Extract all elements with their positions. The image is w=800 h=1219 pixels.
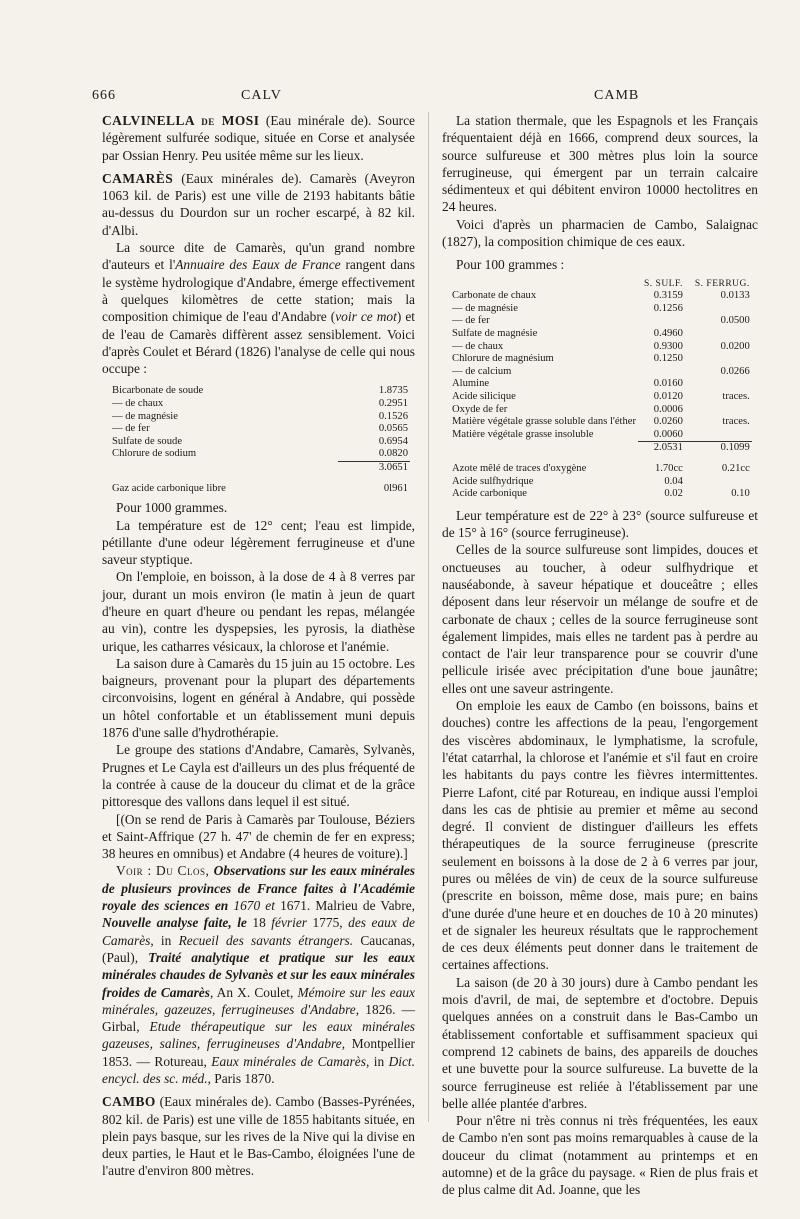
table-cell-value: 0.0260 — [653, 416, 683, 428]
table-row — [450, 290, 752, 303]
table-cell-value: 0.0266 — [720, 365, 750, 377]
table-cell-value — [685, 303, 752, 316]
table-cell-value — [685, 378, 752, 391]
bibliography: Voir : Du Clos, Observations sur les eaux minérales de plusieurs provinces de France faites à l'Académie royale des sciences en 1670 et 1671. Malrieu de Vabre, Nouvelle analyse faite, le 18 février 1775, des eaux de Camarès, in Recueil des savants étrangers. Caucanas, (Paul), Traité analytique et pratique sur les eaux minérales chaudes de Sylvanès et sur les eaux minérales froides de Camarès, An X. Coulet, Mémoire sur les eaux minérales, gazeuzes, ferrugineuses d'Andabre, 1826. — Girbal, Etude thérapeutique sur les eaux minérales gazeuses, salines, ferrugineuses d'Andabre, Montpellier 1853. — Rotureau, Eaux minérales de Camarès, in Dict. encycl. des sc. méd., Paris 1870. — [102, 863, 416, 1086]
table-cell-label: Acide silicique — [452, 391, 516, 403]
table-row — [450, 404, 752, 417]
table-row — [450, 416, 752, 429]
table-row — [110, 411, 410, 424]
table-cell-value: 0.1250 — [653, 353, 683, 365]
table-cell-label: Bicarbonate de soude — [112, 385, 204, 397]
table-cell-label: — de fer — [452, 315, 490, 327]
table-row — [450, 303, 752, 316]
paragraph: La station thermale, que les Espagnols et les Français fréquentaient déjà en 1666, comprend deux sources, la source sulfureuse et 300 mètres plus loin la source ferrugineuse, qui émergent par un terrain calcaire sédimenteux et qui débitent environ 10000 hectolitres en 24 heures. — [442, 113, 758, 215]
table-cell-value — [685, 404, 752, 417]
table-header-row — [450, 278, 752, 291]
table-row — [110, 448, 410, 461]
table-cell-value — [685, 476, 752, 489]
running-head-right: CAMB — [594, 88, 640, 103]
table-row — [450, 366, 752, 379]
paragraph: Celles de la source sulfureuse sont limpides, douces et onctueuses au toucher, à odeur sulfhydrique et nauséabonde, à saveur hépatique et douceâtre ; elles déposent dans leur réservoir un mélange de soufre et de carbonate de chaux ; celles de la source ferrugineuse sont également limpides, mais elles ne tardent pas à perdre au contact de l'air leur transparence pour se couvrir d'une pellicule irisée avec précipitation d'une boue jaunâtre; elles ont une saveur astringente. — [442, 542, 758, 696]
page-number: 666 — [92, 88, 116, 103]
table-cell-value: 0.6954 — [378, 435, 408, 447]
table-cell-value: 0.0060 — [653, 428, 683, 440]
table-cell-value: 0.0500 — [720, 315, 750, 327]
table-cell-value: 0.2951 — [378, 398, 408, 410]
table-row — [450, 476, 752, 489]
table-row — [450, 328, 752, 341]
paragraph: La source dite de Camarès, qu'un grand nombre d'auteurs et l'Annuaire des Eaux de France rangent dans le système hydrologique d'Andabre, émerge effectivement à quelques kilomètres de cette station; mais la composition chimique de l'eau d'Andabre (voir ce mot) et de l'eau de Camarès diffèrent assez sensiblement. Voici d'après Coulet et Bérard (1826) l'analyse de celle qui nous occupe : — [102, 240, 415, 377]
table-cell-label: Acide carbonique — [452, 488, 528, 500]
entry-headword: CALVINELLA de MOSI — [102, 113, 260, 128]
table-cell-label: — de magnésie — [452, 302, 518, 314]
paragraph: On emploie les eaux de Cambo (en boissons, bains et douches) contre les affections de la peau, l'engorgement des viscères abdominaux, le lymphatisme, la scrofule, l'état catarrhal, la chlorose et l'anémie et s'il faut en croire les habitants du pays contre les fièvres intermittentes. Pierre Lafont, cité par Rotureau, en indique aussi l'emploi dans les cas de phtisie au premier et même au second degré. Il convient de distinguer d'ailleurs les effets thérapeutiques de la source ferrugineuse (prescrite seulement en boissons à la dose de 2 à 6 verres par jour, pures ou mêlées de vin) de ceux de la source sulfureuse (prescrite en boisson, même dose, mais pure; en bains d'une durée d'une heure et en douches de 10 à 20 minutes) et de signaler les heureux résultats que le rapprochement de ces deux éléments peut donner dans le traitement de certaines affections. — [442, 698, 758, 973]
paragraph: Voici d'après un pharmacien de Cambo, Salaignac (1827), la composition chimique de ces eaux. — [442, 216, 758, 250]
paragraph: La saison (de 20 à 30 jours) dure à Cambo pendant les mois d'avril, de mai, de septembre et d'octobre. Depuis quelques années on a construit dans le Bas-Cambo un établissement confortable et suffisamment spacieux qui comprend 12 cabinets de bains, des appareils de douches et une buvette pour la source sulfureuse. La buvette de la source ferrugineuse est reliée à l'établissement par une belle allée plantée d'arbres. — [442, 974, 758, 1111]
entry-camares — [102, 170, 415, 239]
paragraph: Pour 1000 grammes. — [116, 500, 228, 516]
left-column — [102, 112, 415, 1180]
paragraph: Pour n'être ni très connus ni très fréquentées, les eaux de Cambo n'en sont pas moins remarquables à cause de la douceur du climat (notamment au printemps et en automne) et de la grâce du paysage. « Rien de plus frais et de plus calme dit Ad. Joanne, que les — [442, 1113, 758, 1198]
table-cell-value: 0.0120 — [653, 391, 683, 403]
paragraph: La saison dure à Camarès du 15 juin au 15 octobre. Les baigneurs, provenant pour la plupart des départements circonvoisins, logent en général à Andabre, qui possède un hôtel confortable et un établissement muni depuis 1876 d'une salle d'hydrothérapie. — [102, 655, 415, 741]
table-cell-value: 1.8735 — [378, 385, 408, 397]
table-cell-label: Oxyde de fer — [452, 403, 508, 415]
right-column — [442, 112, 758, 1199]
table-row — [450, 391, 752, 404]
table-cell-value: 0.1526 — [378, 410, 408, 422]
table-cell-label: Alumine — [452, 378, 490, 390]
table-row — [110, 385, 410, 398]
table-cell-label: — de magnésie — [112, 410, 178, 422]
table-cell-value: 0.1256 — [653, 302, 683, 314]
table-cell-label: Carbonate de chaux — [452, 290, 537, 302]
camares-analysis-table — [110, 385, 410, 495]
table-cell-label: — de chaux — [452, 340, 504, 352]
table-cell-value — [685, 429, 752, 442]
table-row — [110, 398, 410, 411]
paragraph: La température est de 12° cent; l'eau est limpide, pétillante d'une odeur légèrement ferrugineuse et d'une saveur styptique. — [102, 517, 415, 568]
table-cell-label: — de calcium — [452, 365, 512, 377]
table-cell-label: Chlorure de magnésium — [452, 353, 554, 365]
cambo-analysis-table — [450, 278, 752, 501]
entry-text: (Eaux minérales de). Camarès (Aveyron 1063 kil. de Paris) est une ville de 2193 habitants bâtie au-dessus du Dourdon sur un rocher escarpé, à 82 kil. d'Albi. — [102, 170, 415, 238]
table-cell-value: traces. — [722, 391, 750, 403]
table-row — [450, 378, 752, 391]
table-cell-value: 0.0160 — [653, 378, 683, 390]
table-cell-value — [685, 353, 752, 366]
paragraph: [(On se rend de Paris à Camarès par Toulouse, Béziers et Saint-Affrique (27 h. 47' de chemin de fer en express; 38 heures en omnibus) et Andabre (4 heures de voiture).] — [102, 811, 415, 862]
table-row: Gaz acide carbonique libre 0l961 — [112, 482, 408, 494]
table-cell-value: 0.21cc — [721, 462, 750, 474]
entry-text: (Eau minérale de). Source légèrement sulfurée sodique, située en Corse et analysée par Ossian Henry. Peu usitée même sur les lieux. — [102, 113, 415, 163]
table-row — [450, 353, 752, 366]
table-row — [450, 315, 752, 328]
table-cell-value: 0.0200 — [720, 340, 750, 352]
table-cell-value: 0.02 — [664, 488, 683, 500]
table-cell-label: — de chaux — [112, 398, 164, 410]
table-cell-label: Chlorure de sodium — [112, 448, 197, 460]
entry-headword: CAMBO — [102, 1094, 156, 1110]
entry-headword: CAMARÈS — [102, 170, 174, 186]
table-row — [450, 341, 752, 354]
table-cell-value: 0.10 — [731, 488, 750, 500]
table-cell-label: Sulfate de magnésie — [452, 328, 538, 340]
table-cell-value — [685, 328, 752, 341]
column-header: S. FERRUG. — [694, 278, 750, 289]
table-cell-label: Acide sulfhydrique — [452, 475, 534, 487]
table-cell-value: 0.9300 — [653, 340, 683, 352]
paragraph: Leur température est de 22° à 23° (source sulfureuse et de 15° à 16° (source ferrugineuse). — [442, 507, 758, 541]
paragraph: On l'emploie, en boisson, à la dose de 4 à 8 verres par jour, durant un mois environ (le matin à jeun de quart d'heure en quart d'heure ou pendant les repas, mélangée au vin), contre les dyspepsies, les pyrosis, la diathèse urique, les catharres vésicaux, la chlorose et l'anémie. — [102, 569, 415, 654]
table-cell-label: Matière végétale grasse soluble dans l'éther — [452, 416, 636, 428]
column-header: S. SULF. — [644, 278, 683, 289]
running-head-left: CALV — [241, 88, 282, 103]
entry-calvinella — [102, 112, 415, 164]
table-cell-label: Azote mêlé de traces d'oxygène — [452, 462, 587, 474]
table-cell-value: 0.3159 — [653, 290, 683, 302]
table-row — [110, 436, 410, 449]
entry-cambo — [102, 1093, 415, 1179]
table-cell-label: Matière végétale grasse insoluble — [452, 428, 594, 440]
table-cell-value — [638, 315, 685, 328]
table-row — [450, 463, 752, 476]
table-row — [450, 488, 752, 501]
entry-text: (Eaux minérales de). Cambo (Basses-Pyrénées, 802 kil. de Paris) est une ville de 1855 habitants située, en plein pays basque, sur les rives de la Nive qui la divise en deux parties, le Haut et le Bas-Cambo, éloignées l'une de l'autre d'environ 800 mètres. — [102, 1094, 415, 1179]
table-total-row: 3.0651 — [110, 462, 410, 475]
table-cell-label: Sulfate de soude — [112, 435, 183, 447]
table-cell-value: 0.0820 — [378, 448, 408, 460]
table-cell-value: 0.0006 — [653, 403, 683, 415]
table-total-row: 2.0531 0.1099 — [450, 442, 752, 455]
column-divider — [428, 112, 429, 1122]
table-cell-value: 0.0565 — [378, 423, 408, 435]
table-cell-value: 1.70cc — [654, 462, 683, 474]
table-cell-value: traces. — [722, 416, 750, 428]
table-cell-value: 0.04 — [664, 475, 683, 487]
paragraph: Le groupe des stations d'Andabre, Camarès, Sylvanès, Prugnes et Le Cayla est d'ailleurs un des plus fréquenté de la contrée à cause de la douceur du climat et de la grâce pittoresque des vallons dans lequel il est situé. — [102, 742, 415, 810]
table-row — [450, 429, 752, 442]
table-cell-value — [638, 366, 685, 379]
paragraph: Pour 100 grammes : — [456, 257, 565, 273]
table-row — [110, 423, 410, 436]
table-cell-label: — de fer — [112, 423, 150, 435]
table-cell-value: 0.4960 — [653, 328, 683, 340]
table-cell-value: 0.0133 — [720, 290, 750, 302]
